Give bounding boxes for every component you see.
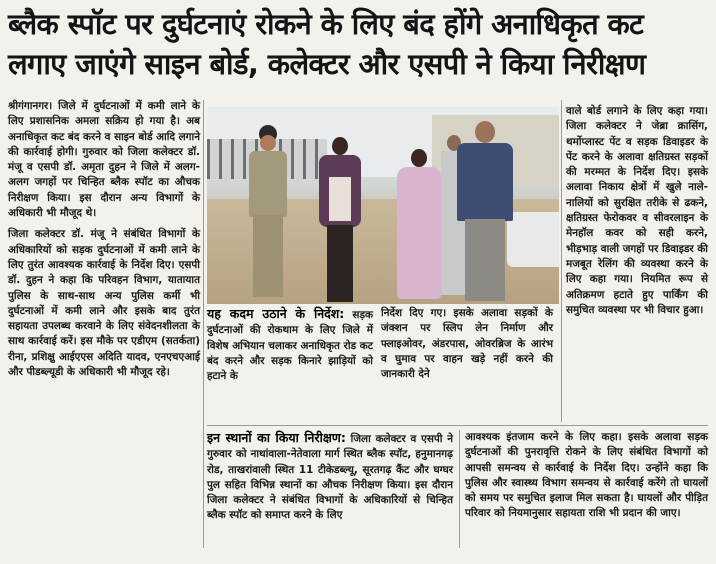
headline-line-2: लगाए जाएंगे साइन बोर्ड, कलेक्टर और एसपी ने किया निरीक्षण [8,47,646,81]
section-divider [207,425,708,426]
subhead-steps: यह कदम उठाने के निर्देश: [207,306,345,321]
column-divider [561,100,562,422]
article-column-4 [566,104,708,324]
paragraph-intro [8,99,200,221]
photo-person-sp [395,149,443,299]
headline-line-1: ब्लैक स्पॉट पर दुर्घटनाएं रोकने के लिए बंद होंगे अनाधिकृत कट [8,7,644,41]
steps-text: सड़क दुर्घटनाओं की रोकथाम के लिए जिले में विशेष अभियान चलाकर अनाधिकृत रोड कट बंद करने और सड़क किनारे झाड़ियों को हटाने के [207,309,373,383]
paragraph-coordination: आवश्यक इंतजाम करने के लिए कहा। इसके अलावा सड़क दुर्घटनाओं की पुनरावृत्ति रोकने के लिए संबंधित विभागों को आपसी समन्वय से कार्रवाई के निर्देश दिए। उन्होंने कहा कि पुलिस और स्वास्थ्य विभाग समन्वय से कार्रवाई करेंगे तो घायलों को समय पर समुचित इलाज मिल सकता है। घायलों और पीड़ित परिवार को नियमानुसार सहायता राशि भी प्रदान की जाए। [465,431,708,520]
column-divider [459,430,460,548]
article-column-2 [207,306,373,390]
paragraph-junctions: निर्देश दिए गए। इसके अलावा सड़कों के जंक्शन पर स्लिप लेन निर्माण और फ्लाइओवर, अंडरपास, ओवरब्रिज के आरंभ व घुमाव पर वाहन खड़े नहीं करने की जानकारी देने [381,307,553,381]
photo-person-police [249,125,287,297]
paragraph-inspection [207,430,453,524]
paragraph-directives: जिला कलेक्टर डॉ. मंजू ने संबंधित विभागों के अधिकारियों को सड़क दुर्घटनाओं में कमी लाने के लिए तुरंत आवश्यक कार्रवाई के निर्देश दिए। एसपी डॉ. दुहन ने कहा कि परिवहन विभाग, यातायात पुलिस के साथ-साथ अन्य पुलिस कर्मी भी दुर्घटनाओं में कमी लाने और इसके बाद तुरंत सहायता उपलब्ध करवाने के लिए संवेदनशीलता के साथ कार्रवाई करें। इस मौके पर एडीएम (सतर्कता) रीना, प्रशिक्षु आईएएस अदिति यादव, एनएचएआई और पीडब्ल्यूडी के अधिकारी भी मौजूद रहे। [8,228,200,379]
subhead-inspection: इन स्थानों का किया निरीक्षण: [207,430,346,445]
news-photo [207,107,559,304]
intro-text: जिले में दुर्घटनाओं में कमी लाने के लिए प्रशासनिक अमला सक्रिय हो गया है। अब अनाधिकृत कट बंद करने व साइन बोर्ड आदि लगाने की कार्रवाई होगी। गुरुवार को जिला कलेक्टर डॉ. मंजू व एसपी डॉ. अमृता दुहन ने जिले में अलग-अलग जगहों पर चिन्हित ब्लैक स्पॉट का औचक निरीक्षण किया। इस दौरान अन्य विभागों के अधिकारी भी मौजूद थे। [8,100,200,220]
photo-person-official-2 [457,121,513,301]
paragraph-boards: वाले बोर्ड लगाने के लिए कहा गया। जिला कलेक्टर ने जेब्रा क्रासिंग, थर्मोप्लास्ट पेंट व सड़क डिवाइडर के पेंट करने के अलावा क्षतिग्रस्त सड़कों की मरम्मत के निर्देश दिए। इसके अलावा निकाय क्षेत्रों में खुले नाले-नालियों को सुरक्षित तरीके से ढकने, क्षतिग्रस्त फेरोकवर व सीवरलाइन के मेनहॉल कवर को सही करने, भीड़भाड़ वाली जगहों पर डिवाइडर की मजबूत रेलिंग की व्यवस्था करने के लिए कहा गया। नियमित रूप से अतिक्रमण हटाते हुए पार्किंग की समुचित व्यवस्था पर भी विचार हुआ। [566,105,708,316]
article-column-3 [381,306,553,388]
column-divider [203,100,204,548]
article-bottom-right [465,430,708,528]
dateline: श्रीगंगानगर। [8,100,53,112]
article-bottom-middle [207,430,453,530]
paragraph-steps [207,306,373,384]
inspection-text: जिला कलेक्टर व एसपी ने गुरुवार को नाथांवाला-नेतेवाला मार्ग स्थित ब्लैक स्पॉट, हनुमानगढ़ रोड, ताखरांवाली स्थित 11 टीकेडब्ल्यू, सूरतगढ़ कैंट और घग्घर पुल सहित विभिन्न स्थानों का औचक निरीक्षण किया। इस दौरान जिला कलेक्टर ने संबंधित विभागों के अधिकारियों से चिन्हित ब्लैक स्पॉट को समाप्त करने के लिए [207,433,453,522]
photo-person-collector [315,137,365,302]
article-column-1 [8,99,200,386]
photo-car [507,212,559,267]
headline [8,4,708,84]
